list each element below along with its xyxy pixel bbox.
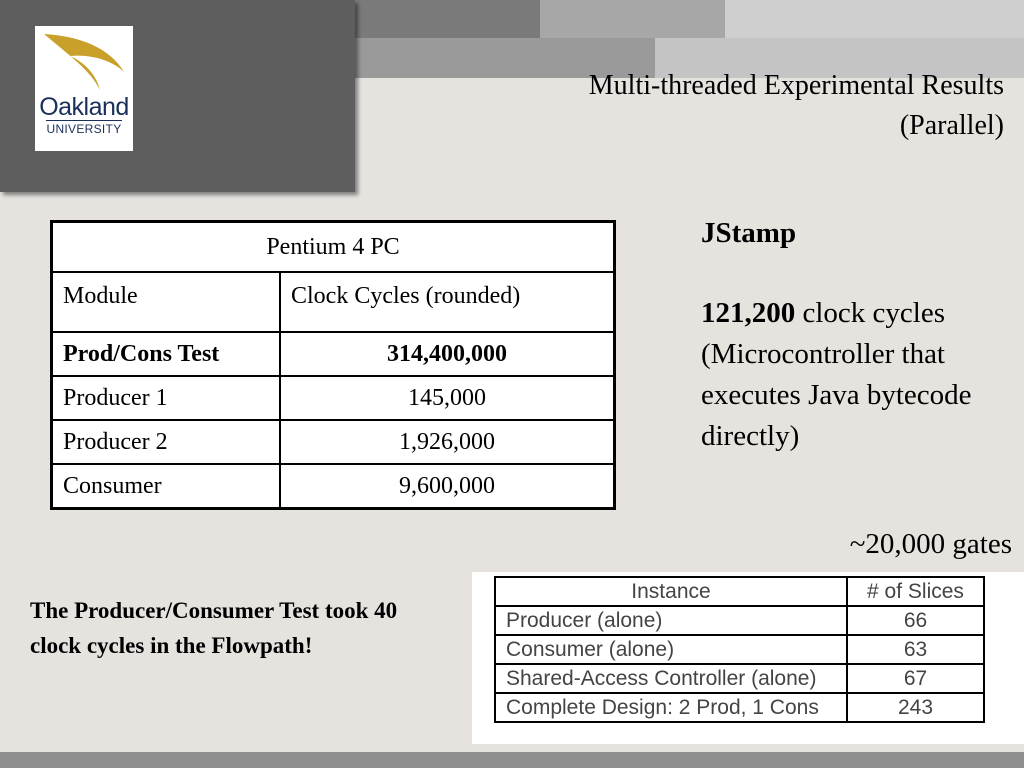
table-row: [52, 376, 615, 420]
table-row: [495, 606, 984, 635]
table-row: [52, 464, 615, 509]
instance-cell: Complete Design: 2 Prod, 1 Cons: [495, 693, 847, 722]
instance-cell: Producer (alone): [495, 606, 847, 635]
header-band-top-lighter: [725, 0, 1024, 38]
flowpath-note: [30, 593, 480, 663]
gates-count: ~20,000 gates: [849, 528, 1012, 560]
flowpath-note-line1: The Producer/Consumer Test took 40: [30, 598, 398, 623]
table-row: [52, 420, 615, 464]
logo-subtitle: UNIVERSITY: [46, 122, 122, 136]
slide-title-line2: (Parallel): [899, 110, 1004, 141]
column-header-instance: Instance: [495, 577, 847, 606]
table-row: [495, 635, 984, 664]
module-cell: Producer 2: [52, 420, 281, 464]
jstamp-cycles-text: clock cycles (Microcontroller that executes Java bytecode directly): [701, 297, 972, 452]
slices-cell: 243: [847, 693, 984, 722]
pentium-results-table: [50, 220, 616, 510]
slide-title: [589, 66, 1004, 146]
flowpath-note-line2: clock cycles in the Flowpath!: [30, 633, 313, 658]
instance-cell: Consumer (alone): [495, 635, 847, 664]
slices-table-image: [472, 572, 1024, 744]
logo-swoosh-icon: [40, 30, 128, 92]
slide-title-line1: Multi-threaded Experimental Results: [588, 70, 1004, 101]
cycles-cell: 1,926,000: [280, 420, 615, 464]
jstamp-cycles-value: 121,200: [701, 297, 796, 329]
logo-name: Oakland: [39, 93, 129, 121]
slices-cell: 63: [847, 635, 984, 664]
cycles-cell: 9,600,000: [280, 464, 615, 509]
module-cell: Consumer: [52, 464, 281, 509]
footer-bar: [0, 752, 1024, 768]
cycles-cell: 314,400,000: [280, 332, 615, 376]
table-caption: Pentium 4 PC: [52, 222, 615, 273]
slices-cell: 66: [847, 606, 984, 635]
slices-cell: 67: [847, 664, 984, 693]
slices-table: [494, 576, 985, 723]
table-row: [52, 332, 615, 376]
university-logo: [35, 26, 133, 151]
cycles-cell: 145,000: [280, 376, 615, 420]
column-header-cycles: Clock Cycles (rounded): [280, 272, 615, 332]
jstamp-section: [701, 213, 1011, 457]
column-header-module: Module: [52, 272, 281, 332]
table-row: [495, 693, 984, 722]
column-header-slices: # of Slices: [847, 577, 984, 606]
instance-cell: Shared-Access Controller (alone): [495, 664, 847, 693]
table-row: [495, 664, 984, 693]
jstamp-title: JStamp: [701, 217, 797, 249]
module-cell: Producer 1: [52, 376, 281, 420]
module-cell: Prod/Cons Test: [52, 332, 281, 376]
jstamp-description: [701, 293, 1011, 457]
